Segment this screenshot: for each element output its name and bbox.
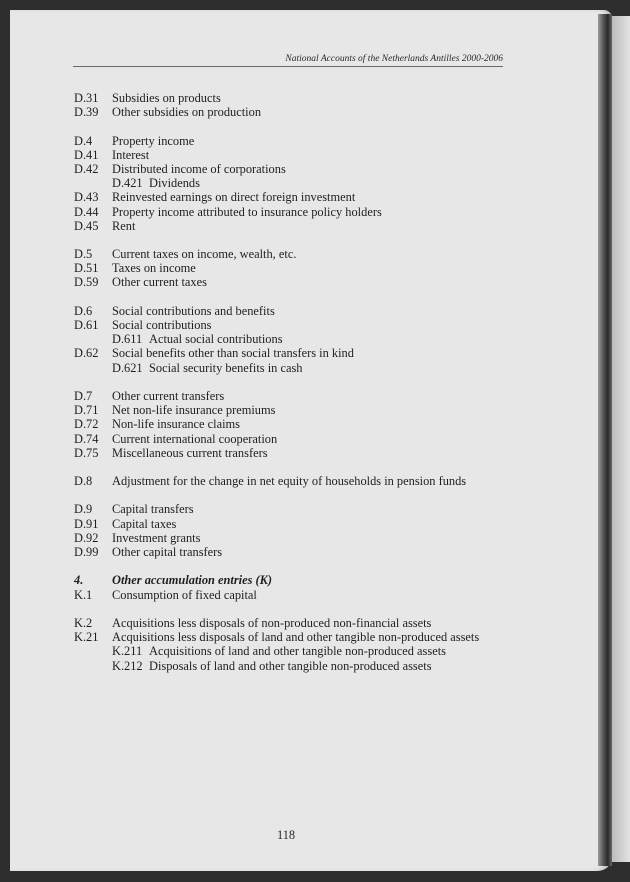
sub-list-item: [74, 361, 574, 375]
item-code: D.59: [74, 275, 99, 290]
page-number: 118: [277, 828, 296, 842]
running-header: National Accounts of the Netherlands Antilles 2000-2006: [73, 54, 503, 67]
item-code: D.42: [74, 161, 99, 176]
item-label: Disposals of land and other tangible non-produced assets: [149, 658, 432, 673]
item-code: D.9: [74, 502, 93, 517]
item-label: Social security benefits in cash: [149, 360, 303, 375]
item-code: K.2: [74, 615, 93, 630]
classification-list: [74, 91, 574, 673]
section-spacer: [74, 233, 574, 247]
item-label: Net non-life insurance premiums: [112, 403, 276, 418]
list-item: [74, 531, 574, 545]
list-item: [74, 446, 574, 460]
sub-list-item: [74, 176, 574, 190]
item-label: Miscellaneous current transfers: [112, 445, 268, 460]
item-label: Dividends: [149, 176, 200, 191]
item-label: Acquisitions less disposals of non-produced non-financial assets: [112, 615, 432, 630]
item-code: D.6: [74, 303, 93, 318]
item-label: Other capital transfers: [112, 545, 223, 559]
list-item: [74, 247, 574, 261]
item-label: Social contributions: [112, 318, 212, 332]
list-item: [74, 474, 574, 488]
item-code: K.212: [112, 658, 143, 673]
section-spacer: [74, 460, 574, 474]
item-label: Acquisitions of land and other tangible non-produced assets: [149, 644, 446, 659]
item-code: D.71: [74, 403, 99, 418]
list-item: [74, 616, 574, 630]
item-code: D.41: [74, 147, 99, 162]
item-code: D.74: [74, 431, 99, 446]
item-code: D.8: [74, 474, 93, 489]
item-label: Taxes on income: [112, 261, 196, 276]
list-item: [74, 389, 574, 403]
list-item: [74, 261, 574, 275]
list-item: [74, 148, 574, 162]
item-label: Social contributions and benefits: [112, 303, 275, 318]
item-code: D.62: [74, 346, 99, 361]
item-code: D.44: [74, 204, 99, 219]
item-label: Rent: [112, 218, 136, 233]
list-item: [74, 403, 574, 417]
list-item: [74, 588, 574, 602]
item-code: D.72: [74, 417, 99, 432]
section-spacer: [74, 375, 574, 389]
item-code: D.91: [74, 516, 99, 531]
item-label: Capital taxes: [112, 516, 177, 531]
section-spacer: [74, 602, 574, 616]
item-code: D.7: [74, 388, 93, 403]
item-label: Consumption of fixed capital: [112, 587, 257, 602]
item-code: D.39: [74, 105, 99, 120]
item-label: Other subsidies on production: [112, 105, 262, 120]
item-label: Capital transfers: [112, 502, 194, 517]
item-code: D.61: [74, 318, 99, 332]
list-item: [74, 304, 574, 318]
item-code: D.5: [74, 247, 93, 262]
item-code: K.21: [74, 630, 99, 645]
item-label: Other accumulation entries (K): [112, 573, 273, 588]
item-code: D.611: [112, 332, 143, 347]
item-label: Non-life insurance claims: [112, 417, 240, 432]
list-item: [74, 162, 574, 176]
list-item: [74, 205, 574, 219]
item-code: D.421: [112, 176, 143, 191]
item-label: Property income: [112, 133, 195, 148]
list-item: [74, 134, 574, 148]
item-code: D.4: [74, 133, 93, 148]
section-spacer: [74, 290, 574, 304]
page-binding-shadow: [598, 14, 612, 866]
item-label: Other current transfers: [112, 388, 225, 403]
section-heading: [74, 573, 574, 587]
item-code: D.621: [112, 360, 143, 375]
list-item: [74, 545, 574, 559]
item-label: Other current taxes: [112, 275, 207, 290]
item-code: D.31: [74, 91, 99, 105]
item-code: D.92: [74, 530, 99, 545]
sub-list-item: [74, 644, 574, 658]
item-code: D.51: [74, 261, 99, 276]
section-spacer: [74, 488, 574, 502]
item-code: K.211: [112, 644, 143, 659]
list-item: [74, 275, 574, 289]
item-label: Social benefits other than social transfers in kind: [112, 346, 354, 361]
list-item: [74, 346, 574, 360]
item-code: D.99: [74, 545, 99, 559]
list-item: [74, 417, 574, 431]
item-code: D.75: [74, 445, 99, 460]
item-label: Actual social contributions: [149, 332, 283, 347]
list-item: [74, 91, 574, 105]
item-label: Adjustment for the change in net equity of households in pension funds: [112, 474, 467, 489]
list-item: [74, 517, 574, 531]
sub-list-item: [74, 332, 574, 346]
next-page-edge: [612, 16, 630, 862]
item-label: Reinvested earnings on direct foreign investment: [112, 190, 356, 205]
list-item: [74, 318, 574, 332]
item-label: Subsidies on products: [112, 91, 221, 105]
item-label: Current international cooperation: [112, 431, 278, 446]
item-label: Investment grants: [112, 530, 201, 545]
list-item: [74, 219, 574, 233]
list-item: [74, 502, 574, 516]
list-item: [74, 190, 574, 204]
section-spacer: [74, 559, 574, 573]
section-spacer: [74, 119, 574, 133]
item-label: Acquisitions less disposals of land and other tangible non-produced assets: [112, 630, 480, 645]
document-page: [10, 10, 612, 871]
list-item: [74, 432, 574, 446]
list-item: [74, 630, 574, 644]
item-code: 4.: [74, 573, 84, 588]
item-code: D.45: [74, 218, 99, 233]
item-code: D.43: [74, 190, 99, 205]
item-label: Interest: [112, 147, 150, 162]
item-label: Distributed income of corporations: [112, 161, 286, 176]
item-label: Property income attributed to insurance policy holders: [112, 204, 382, 219]
sub-list-item: [74, 659, 574, 673]
list-item: [74, 105, 574, 119]
item-code: K.1: [74, 587, 93, 602]
item-label: Current taxes on income, wealth, etc.: [112, 247, 297, 262]
